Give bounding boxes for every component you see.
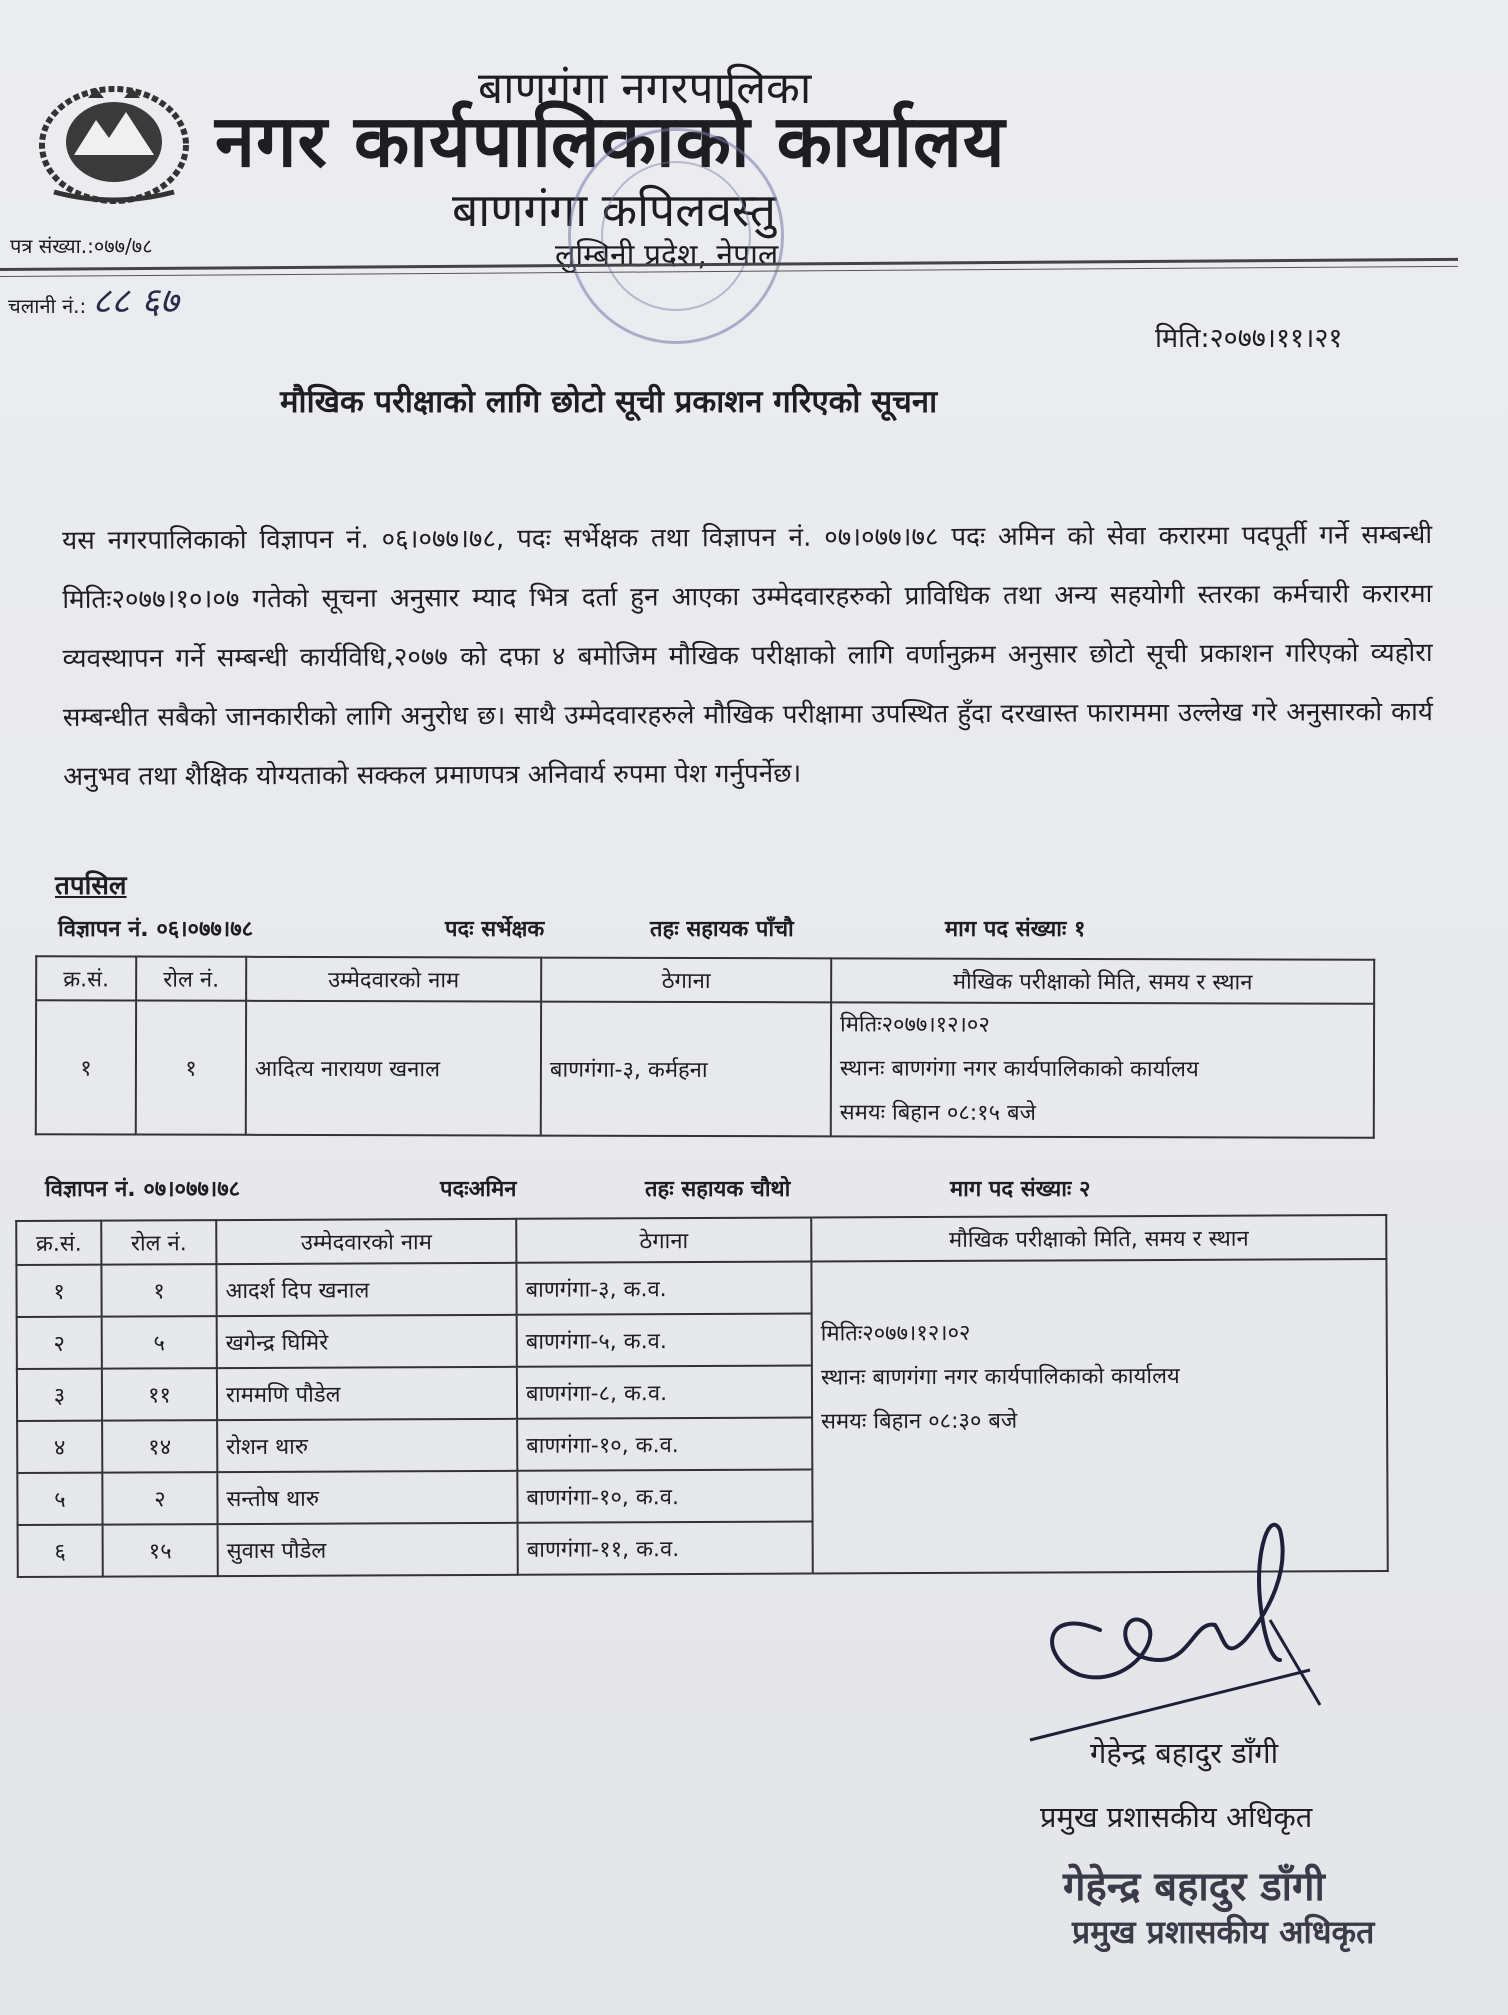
cell-roll: १ (101, 1264, 216, 1317)
handwritten-signature (1020, 1510, 1350, 1770)
col-address: ठेगाना (516, 1218, 811, 1263)
office-seal (568, 128, 784, 344)
col-roll: रोल नं. (101, 1220, 216, 1265)
schedule-time: समयः बिहान ०८:३० बजे (821, 1408, 1018, 1435)
section1-level: तहः सहायक पाँचौ (650, 917, 794, 942)
section1-adv-no: विज्ञापन नं. ०६।०७७।७८ (58, 917, 254, 942)
col-schedule: मौखिक परीक्षाको मिति, समय र स्थान (811, 1215, 1386, 1262)
schedule-time: समयः बिहान ०८:१५ बजे (839, 1100, 1036, 1126)
annex-label: तपसिल (55, 871, 127, 901)
notice-date: मिति:२०७७।११।२१ (1155, 323, 1343, 354)
signatory-name: गेहेन्द्र बहादुर डाँगी (1090, 1736, 1279, 1770)
cell-sn: १ (16, 1265, 101, 1317)
col-name: उम्मेदवारको नाम (216, 1219, 516, 1264)
section1-demand: माग पद संख्याः १ (945, 917, 1086, 942)
section1-table (35, 955, 1375, 1139)
signatory-title: प्रमुख प्रशासकीय अधिकृत (1040, 1800, 1313, 1834)
cell-roll: २ (102, 1472, 217, 1525)
cell-roll: १४ (102, 1420, 217, 1473)
cell-roll: १५ (103, 1524, 218, 1577)
signatory-stamp-title: प्रमुख प्रशासकीय अधिकृत (1072, 1913, 1375, 1951)
cell-address: बाणगंगा-११, क.व. (518, 1522, 813, 1575)
cell-address: बाणगंगा-१०, क.व. (517, 1470, 812, 1523)
nepal-emblem-icon (34, 80, 194, 210)
col-sn: क्र.सं. (16, 1221, 101, 1265)
dispatch-number (8, 275, 179, 324)
cell-name: सुवास पौडेल (218, 1523, 518, 1576)
col-name: उम्मेदवारको नाम (246, 957, 541, 1002)
cell-address: बाणगंगा-१०, क.व. (517, 1418, 812, 1471)
cell-sn: १ (36, 1000, 136, 1134)
cell-name: आदर्श दिप खनाल (216, 1263, 516, 1316)
cell-name: आदित्य नारायण खनाल (246, 1001, 541, 1136)
cell-sn: ५ (17, 1473, 102, 1525)
section2-level: तहः सहायक चौथो (645, 1177, 791, 1202)
notice-title: मौखिक परीक्षाको लागि छोटो सूची प्रकाशन गरिएको सूचना (280, 384, 938, 420)
table-row (16, 1259, 1386, 1317)
schedule-place: स्थानः बाणगंगा नगर कार्यपालिकाको कार्यालय (839, 1056, 1199, 1083)
office-name: नगर कार्यपालिकाको कार्यालय (215, 99, 1006, 183)
cell-roll: ११ (102, 1368, 217, 1421)
cell-address: बाणगंगा-८, क.व. (517, 1366, 812, 1419)
schedule-date: मितिः२०७७।१२।०२ (820, 1320, 971, 1347)
table-header-row (36, 956, 1374, 1004)
cell-roll: १ (136, 1001, 246, 1135)
cell-name: खगेन्द्र घिमिरे (217, 1315, 517, 1368)
province-name: लुम्बिनी प्रदेश, नेपाल (555, 238, 779, 273)
dispatch-handwritten-number: ८८ ६७ (92, 281, 179, 322)
section2-adv-no: विज्ञापन नं. ०७।०७७।७८ (45, 1177, 241, 1202)
cell-sn: २ (17, 1317, 102, 1369)
cell-name: सन्तोष थारु (217, 1471, 517, 1524)
cell-address: बाणगंगा-३, क.व. (516, 1262, 811, 1315)
reference-number: पत्र संख्या.:०७७/७८ (10, 234, 153, 258)
table-row (36, 1000, 1374, 1138)
col-sn: क्र.सं. (36, 956, 136, 1000)
municipality-name: बाणगंगा नगरपालिका (478, 63, 812, 114)
cell-roll: ५ (102, 1316, 217, 1369)
section2-post: पदःअमिन (440, 1177, 517, 1202)
signatory-stamp-name: गेहेन्द्र बहादुर डाँगी (1063, 1864, 1325, 1910)
cell-schedule (831, 1002, 1374, 1137)
cell-address: बाणगंगा-५, क.व. (517, 1314, 812, 1367)
col-roll: रोल नं. (136, 957, 246, 1001)
cell-address: बाणगंगा-३, कर्महना (541, 1002, 831, 1137)
cell-name: रोशन थारु (217, 1419, 517, 1472)
schedule-place: स्थानः बाणगंगा नगर कार्यपालिकाको कार्यालय (820, 1363, 1180, 1391)
cell-sn: ४ (17, 1421, 102, 1473)
schedule-date: मितिः२०७७।१२।०२ (840, 1012, 990, 1038)
notice-body: यस नगरपालिकाको विज्ञापन नं. ०६।०७७।७८, पदः सर्भेक्षक तथा विज्ञापन नं. ०७।०७७।७८ पदः अमिन को सेवा करारमा पदपूर्ती गर्ने सम्बन्धी मितिः२०७७।१०।०७ गतेको सूचना अनुसार म्याद भित्र दर्ता हुन आएका उम्मेदवारहरुको प्राविधिक तथा अन्य सहयोगी स्तरका कर्मचारी करारमा व्यवस्थापन गर्ने सम्बन्धी कार्यविधि,२०७७ को दफा ४ बमोजिम मौखिक परीक्षाको लागि वर्णानुक्रम अनुसार छोटो सूची प्रकाशन गरिएको व्यहोरा सम्बन्धीत सबैको जानकारीको लागि अनुरोध छ। साथै उम्मेदवारहरुले मौखिक परीक्षामा उपस्थित हुँदा दरखास्त फाराममा उल्लेख गरे अनुसारको कार्य अनुभव तथा शैक्षिक योग्यताको सक्कल प्रमाणपत्र अनिवार्य रुपमा पेश गर्नुपर्नेछ। (62, 520, 1433, 792)
cell-sn: ३ (17, 1369, 102, 1421)
section2-demand: माग पद संख्याः २ (950, 1177, 1091, 1202)
cell-name: राममणि पौडेल (217, 1367, 517, 1420)
col-schedule: मौखिक परीक्षाको मिति, समय र स्थान (831, 958, 1374, 1003)
table-header-row (16, 1215, 1386, 1265)
dispatch-label: चलानी नं.: (8, 294, 87, 318)
cell-sn: ६ (18, 1525, 103, 1577)
office-location: बाणगंगा कपिलवस्तु (452, 183, 777, 237)
col-address: ठेगाना (541, 958, 831, 1003)
section1-post: पदः सर्भेक्षक (445, 917, 545, 942)
